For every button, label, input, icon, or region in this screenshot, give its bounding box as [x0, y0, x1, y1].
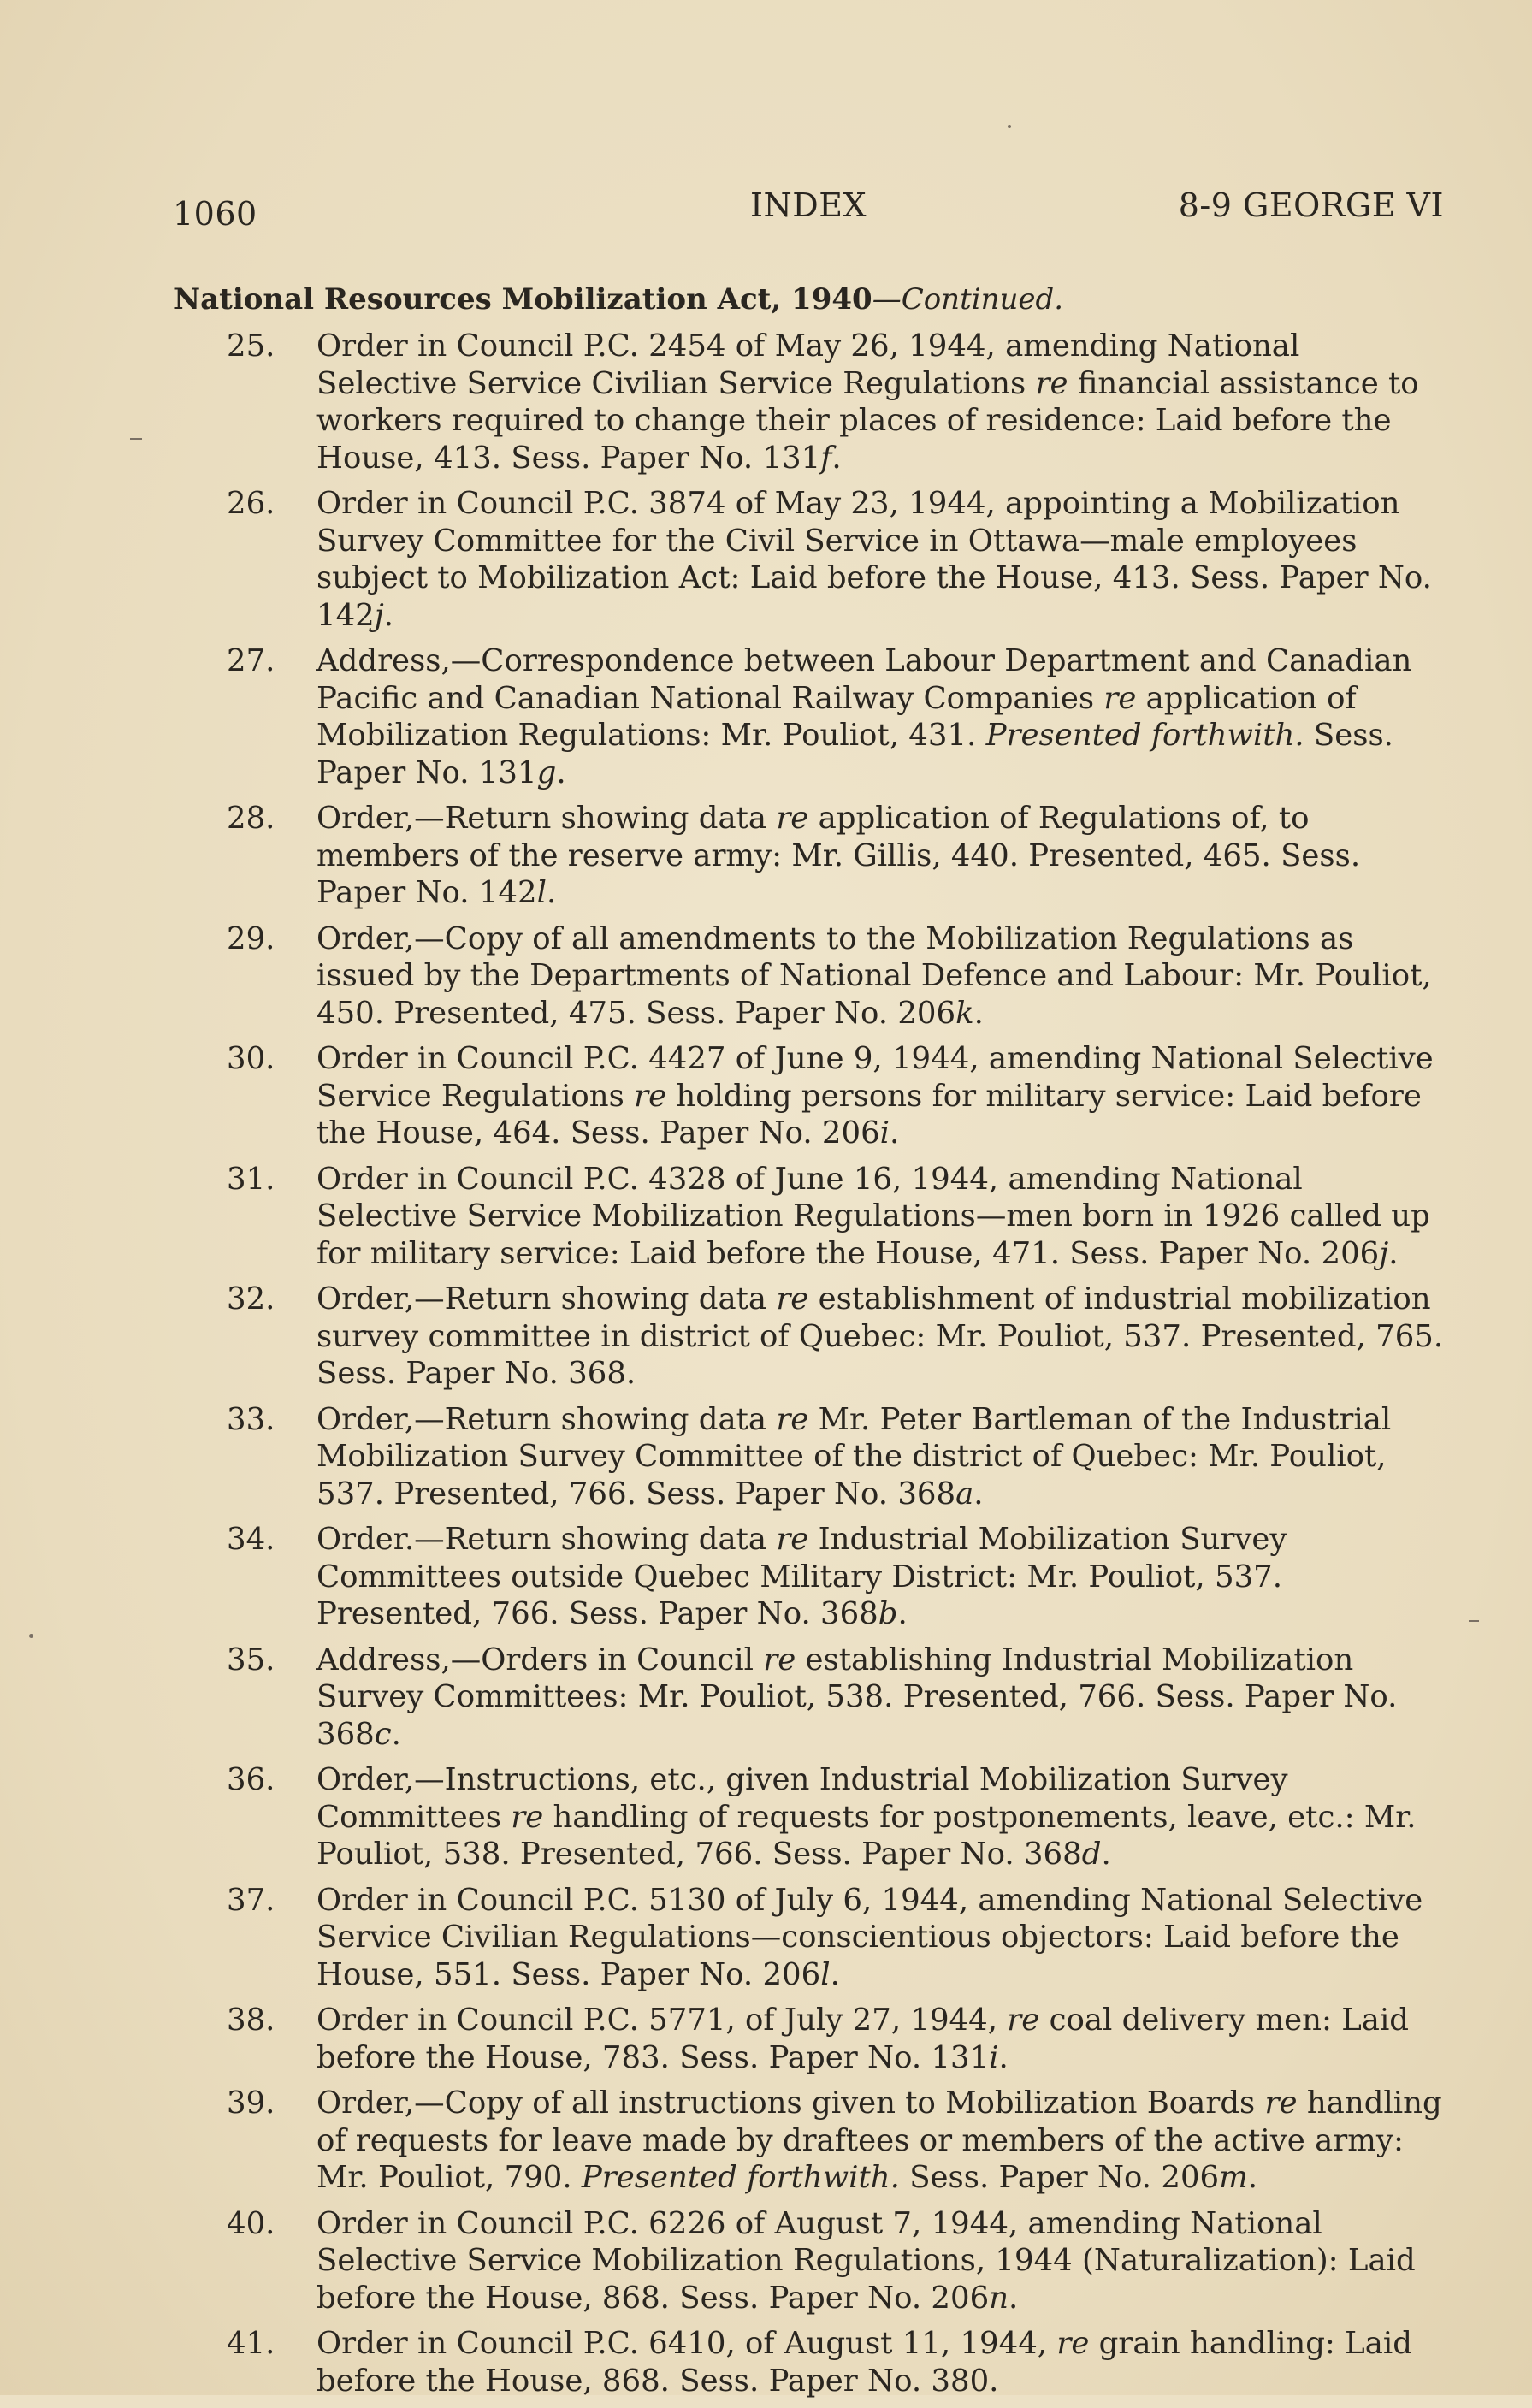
entry-text [316, 800, 1448, 912]
entry-number: 34. [227, 1522, 275, 1557]
entry-text [316, 2205, 1448, 2317]
entry-number: 31. [227, 1161, 275, 1197]
entry-text-roman: Sess. Paper No. 131 [316, 718, 1393, 790]
entry-text-italic: a [955, 1476, 974, 1512]
entry-text-italic: c [374, 1716, 392, 1752]
entry-text-roman: Order in Council P.C. 4328 of June 16, 1944, amending National Selective Service Mobilization Regulations—men born in 1926 called up for military service: Laid before the House, 471. Sess. Paper No. 206 [316, 1161, 1430, 1271]
section-title: National Resources Mobilization Act, 1940 [174, 282, 872, 317]
entry-number: 36. [227, 1762, 275, 1797]
entry-text-italic: Presented forthwith. [985, 718, 1304, 753]
entry-text-italic: l [820, 1956, 831, 1992]
entry-text-italic: i [879, 1115, 890, 1151]
index-entry [227, 1521, 1448, 1633]
entry-text-italic: re [634, 1078, 667, 1114]
entry-text-roman: Order in Council P.C. 3874 of May 23, 1944, appointing a Mobilization Survey Committee for the Civil Service in Ottawa—male employees subject to Mobilization Act: Laid before the House, 413. Sess. Paper No. 142 [316, 486, 1432, 633]
entry-number: 33. [227, 1401, 275, 1437]
entry-text-roman: grain handling: Laid before the House, 868. Sess. Paper No. 380. [316, 2326, 1412, 2399]
entry-text-roman: establishing Industrial Mobilization Survey Committees: Mr. Pouliot, 538. Presented, 766. Sess. Paper No. 368 [316, 1642, 1398, 1752]
entry-text-roman: . [1388, 1235, 1399, 1271]
index-entry [227, 485, 1448, 634]
entry-text-roman: Order,—Return showing data [316, 801, 777, 836]
entry-text-italic: re [511, 1799, 544, 1835]
entry-number: 29. [227, 920, 275, 956]
entry-text-roman: Order in Council P.C. 2454 of May 26, 1944, amending National Selective Service Civilian Service Regulations [316, 328, 1300, 401]
entry-number: 40. [227, 2205, 275, 2241]
entry-text [316, 1281, 1448, 1393]
entry-text-italic: g [536, 754, 557, 790]
entry-text-italic: re [1007, 2003, 1040, 2038]
entry-text-roman: Mr. Peter Bartleman of the Industrial Mobilization Survey Committee of the district of Quebec: Mr. Pouliot, 537. Presented, 766. Sess. Paper No. 368 [316, 1401, 1392, 1512]
entry-number: 32. [227, 1281, 275, 1316]
entry-number: 26. [227, 486, 275, 521]
entry-text-italic: k [955, 995, 974, 1031]
entry-text-roman: coal delivery men: Laid before the House, 783. Sess. Paper No. 131 [316, 2003, 1410, 2075]
margin-dot [1008, 125, 1011, 128]
entry-text-roman: Order in Council P.C. 5130 of July 6, 1944, amending National Selective Service Civilian Regulations—conscientious objectors: Laid before the House, 551. Sess. Paper No. 206 [316, 1882, 1423, 1992]
entry-number: 37. [227, 1882, 275, 1918]
entry-text-roman: . [391, 1716, 401, 1752]
index-entry [227, 2085, 1448, 2197]
margin-mark [1469, 1620, 1479, 1622]
entry-text [316, 1521, 1448, 1633]
entry-text-italic: j [1379, 1235, 1389, 1271]
entry-number: 30. [227, 1041, 275, 1076]
entry-text-roman: Order,—Return showing data [316, 1281, 777, 1316]
entry-text-italic: re [1103, 680, 1137, 716]
entry-text-roman: application of Regulations of, to members of the reserve army: Mr. Gillis, 440. Presented, 465. Sess. Paper No. 142 [316, 801, 1361, 910]
entry-text-roman: . [890, 1115, 900, 1151]
entry-text-italic: re [776, 1401, 809, 1437]
index-entry [227, 1281, 1448, 1393]
entry-text [316, 920, 1448, 1032]
entry-text-italic: b [878, 1596, 898, 1631]
entry-text-roman: . [998, 2039, 1009, 2075]
entry-text-roman: . [383, 597, 394, 633]
index-entries-list [227, 328, 1448, 2408]
index-entry [227, 2325, 1448, 2399]
entry-text-italic: re [1056, 2326, 1090, 2361]
entry-number: 25. [227, 328, 275, 364]
index-entry [227, 1761, 1448, 1873]
page-number: 1060 [173, 195, 257, 233]
index-entry [227, 1161, 1448, 1273]
entry-text-roman: application of Mobilization Regulations: Mr. Pouliot, 431. [316, 680, 1357, 753]
entry-text-italic: n [989, 2280, 1009, 2316]
entry-text [316, 2085, 1448, 2197]
entry-text [316, 328, 1448, 476]
index-entry [227, 642, 1448, 791]
entry-text-roman: Order in Council P.C. 4427 of June 9, 1944, amending National Selective Service Regulations [316, 1041, 1434, 1114]
entry-text [316, 485, 1448, 634]
entry-text-roman: Sess. Paper No. 206 [899, 2160, 1220, 2195]
entry-number: 41. [227, 2326, 275, 2361]
index-entry [227, 1882, 1448, 1994]
entry-text-roman: financial assistance to workers required to change their places of residence: Laid before the House, 413. Sess. Paper No. 131 [316, 365, 1419, 476]
entry-number: 39. [227, 2086, 275, 2121]
entry-text-italic: d [1081, 1837, 1102, 1872]
entry-text-roman: Order.—Return showing data [316, 1522, 777, 1557]
index-entry [227, 328, 1448, 476]
entry-text-roman: . [556, 754, 566, 790]
entry-text-roman: . [897, 1596, 908, 1631]
entry-text-roman: handling of requests for postponements, leave, etc.: Mr. Pouliot, 538. Presented, 766. Sess. Paper No. 368 [316, 1799, 1417, 1872]
index-entry [227, 1642, 1448, 1754]
index-entry [227, 800, 1448, 912]
entry-text [316, 1761, 1448, 1873]
index-entry [227, 1401, 1448, 1513]
entry-text-italic: f [820, 440, 832, 476]
page-header [173, 186, 1444, 238]
entry-text-roman: Order,—Copy of all instructions given to Mobilization Boards [316, 2086, 1265, 2121]
entry-number: 28. [227, 801, 275, 836]
entry-text-roman: . [973, 1476, 984, 1512]
regnal-year: 8-9 GEORGE VI [1178, 186, 1444, 224]
entry-text-roman: Order in Council P.C. 5771, of July 27, 1944, [316, 2003, 1008, 2038]
entry-text-italic: re [776, 1281, 809, 1316]
entry-text [316, 1882, 1448, 1994]
entry-text-roman: holding persons for military service: Laid before the House, 464. Sess. Paper No. 206 [316, 1078, 1422, 1151]
entry-text [316, 1401, 1448, 1513]
entry-number: 27. [227, 643, 275, 678]
entry-text-italic: re [763, 1642, 796, 1677]
margin-mark [130, 438, 142, 440]
entry-text [316, 1040, 1448, 1152]
entry-text-italic: re [1035, 365, 1068, 401]
entry-text-italic: re [1264, 2086, 1298, 2121]
margin-dot [29, 1634, 33, 1638]
continued-label: —Continued. [872, 282, 1064, 317]
entry-text-roman: . [546, 875, 557, 910]
entry-text-italic: re [776, 1522, 809, 1557]
entry-text-roman: Order in Council P.C. 6410, of August 11, 1944, [316, 2326, 1057, 2361]
entry-text-roman: . [973, 995, 984, 1031]
entry-text [316, 2325, 1448, 2399]
index-entry [227, 1040, 1448, 1152]
entry-text-roman: . [1009, 2280, 1019, 2316]
entry-text-roman: . [1101, 1837, 1111, 1872]
entry-text-italic: re [776, 801, 809, 836]
entry-text-italic: i [989, 2039, 999, 2075]
entry-text-roman: Industrial Mobilization Survey Committees outside Quebec Military District: Mr. Pouliot, 537. Presented, 766. Sess. Paper No. 368 [316, 1522, 1287, 1631]
entry-text-italic: m [1219, 2160, 1248, 2195]
entry-text-roman: . [1247, 2160, 1258, 2195]
entry-text [316, 642, 1448, 791]
index-entry [227, 2002, 1448, 2076]
index-entry [227, 920, 1448, 1032]
entry-text-italic: Presented forthwith. [581, 2160, 900, 2195]
entry-text-roman: . [831, 440, 842, 476]
entry-text-roman: Address,—Correspondence between Labour Department and Canadian Pacific and Canadian National Railway Companies [316, 643, 1412, 716]
section-heading [174, 282, 1063, 317]
page-title: INDEX [749, 186, 867, 224]
entry-text-roman: Order,—Copy of all amendments to the Mobilization Regulations as issued by the Departments of National Defence and Labour: Mr. Pouliot, 450. Presented, 475. Sess. Paper No. 206 [316, 920, 1432, 1031]
entry-text-italic: j [374, 597, 384, 633]
entry-text [316, 1161, 1448, 1273]
index-entry [227, 2205, 1448, 2317]
entry-text-roman: establishment of industrial mobilization survey committee in district of Quebec: Mr. Pouliot, 537. Presented, 765. Sess. Paper No. 368. [316, 1281, 1444, 1391]
entry-text-italic: l [536, 875, 547, 910]
entry-text-roman: Order,—Return showing data [316, 1401, 777, 1437]
entry-text-roman: . [830, 1956, 840, 1992]
entry-number: 38. [227, 2003, 275, 2038]
entry-text-roman: Address,—Orders in Council [316, 1642, 764, 1677]
entry-text-roman: Order in Council P.C. 6226 of August 7, 1944, amending National Selective Service Mobilization Regulations, 1944 (Naturalization): Laid before the House, 868. Sess. Paper No. 206 [316, 2205, 1416, 2316]
entry-text-roman: handling of requests for leave made by draftees or members of the active army: Mr. Pouliot, 790. [316, 2086, 1442, 2195]
entry-number: 35. [227, 1642, 275, 1677]
entry-text [316, 2002, 1448, 2076]
entry-text-roman: Order,—Instructions, etc., given Industrial Mobilization Survey Committees [316, 1762, 1288, 1835]
entry-text [316, 1642, 1448, 1754]
